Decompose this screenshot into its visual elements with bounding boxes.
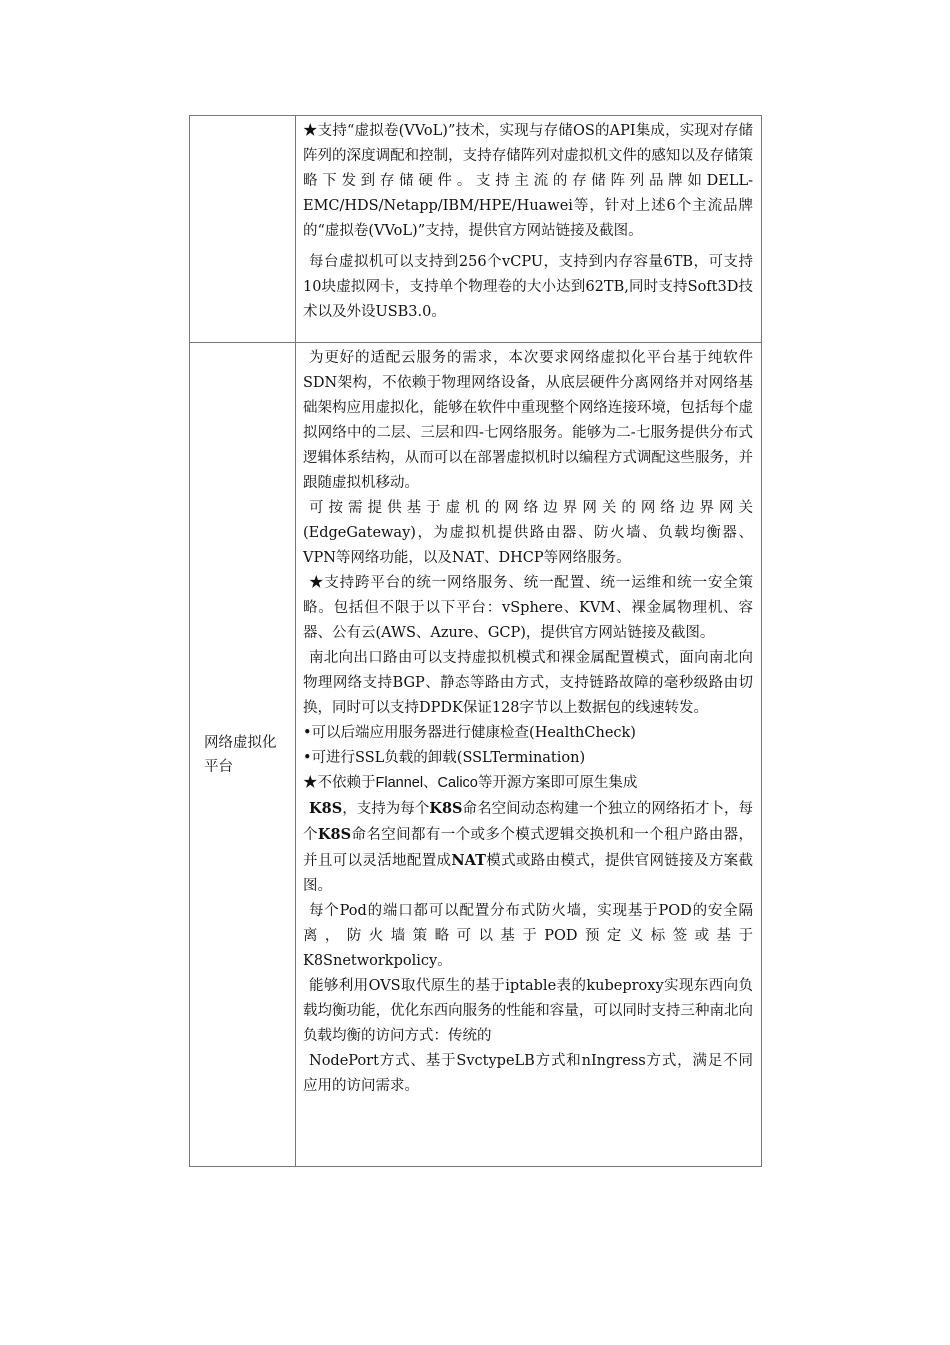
paragraph-cross-platform: ★支持跨平台的统一网络服务、统一配置、统一运维和统一安全策略。包括但不限于以下平台：vSphere、KVM、裸金属物理机、容器、公有云(AWS、Azure、GCP)，提供官方网站链接及截图。 [303, 575, 753, 641]
k8s-sans-text: Flannel、Calico [375, 775, 478, 791]
spec-table [189, 115, 762, 1167]
paragraph-ssl: •可进行SSL负载的卸载(SSLTermination) [303, 750, 586, 766]
row-label: 网络虚拟化平台 [204, 734, 277, 775]
k8s-text: ，支持为每个 [342, 801, 430, 817]
k8s-text: 命名空间动态构建一个独立的网络拓才卜，每个 [303, 801, 753, 843]
paragraph-k8s-lead [303, 771, 753, 796]
paragraph-edge-gateway: 可按需提供基于虚机的网络边界网关的网络边界网关(EdgeGateway)，为虚拟机提供路由器、防火墙、负载均衡器、VPN等网络功能，以及NAT、DHCP等网络服务。 [303, 500, 753, 566]
paragraph-k8s [303, 796, 753, 899]
paragraph-pod-firewall: 每个Pod的端口都可以配置分布式防火墙，实现基于POD的安全隔离，防火墙策略可以基于POD预定义标签或基于K8Snetworkpolicy。 [303, 903, 753, 969]
k8s-lead-text: ★不依赖于 [303, 775, 376, 791]
row-content-cell [296, 343, 762, 1167]
table-row [190, 343, 762, 1167]
k8s-tail-text: 等开源方案即可原生集成 [477, 775, 638, 791]
nat-term: NAT [451, 852, 486, 869]
row-label-cell [190, 343, 296, 1167]
paragraph-healthcheck: •可以后端应用服务器进行健康检查(HealthCheck) [303, 725, 636, 741]
k8s-text: 命名空间都有一个或多个模式逻辑交换机和一个租户路由器，并且可以灵活地配置成 [303, 827, 754, 869]
paragraph-nodeport: NodePort方式、基于SvctypeLB方式和nIngress方式，满足不同应用的访问需求。 [303, 1053, 753, 1094]
table-row [190, 116, 762, 343]
row-content-cell [296, 116, 762, 343]
k8s-term: K8S [309, 800, 343, 817]
paragraph-vvol: ★支持“虚拟卷(VVoL)”技术，实现与存储OS的API集成，实现对存储阵列的深度调配和控制，支持存储阵列对虚拟机文件的感知以及存储策略下发到存储硬件。支持主流的存储阵列品牌如DELL-EMC/HDS/Netapp/IBM/HPE/Huawei等，针对上述6个主流品牌的“虚拟卷(VVoL)”支持，提供官方网站链接及截图。 [303, 123, 753, 239]
paragraph-sdn: 为更好的适配云服务的需求，本次要求网络虚拟化平台基于纯软件SDN架构，不依赖于物理网络设备，从底层硬件分离网络并对网络基础架构应用虚拟化，能够在软件中重现整个网络连接环境，包括每个虚拟网络中的二层、三层和四-七网络服务。能够为二-七服务提供分布式逻辑体系结构，从而可以在部署虚拟机时以编程方式调配这些服务，并跟随虚拟机移动。 [303, 350, 753, 491]
paragraph-north-south: 南北向出口路由可以支持虚拟机模式和裸金属配置模式，面向南北向物理网络支持BGP、静态等路由方式，支持链路故障的毫秒级路由切换，同时可以支持DPDK保证128字节以上数据包的线速转发。 [303, 650, 753, 716]
row-label-cell [190, 116, 296, 343]
k8s-term: K8S [429, 800, 463, 817]
k8s-text: 模式或路由模式，提供官网链接及方案截图。 [303, 853, 754, 894]
k8s-term: K8S [317, 826, 352, 843]
paragraph-vm-capacity: 每台虚拟机可以支持到256个vCPU，支持到内存容量6TB，可支持10块虚拟网卡，支持单个物理卷的大小达到62TB,同时支持Soft3D技术以及外设USB3.0。 [303, 254, 753, 320]
paragraph-ovs: 能够利用OVS取代原生的基于iptable表的kubeproxy实现东西向负载均衡功能，优化东西向服务的性能和容量，可以同时支持三种南北向负载均衡的访问方式：传统的 [303, 978, 753, 1044]
